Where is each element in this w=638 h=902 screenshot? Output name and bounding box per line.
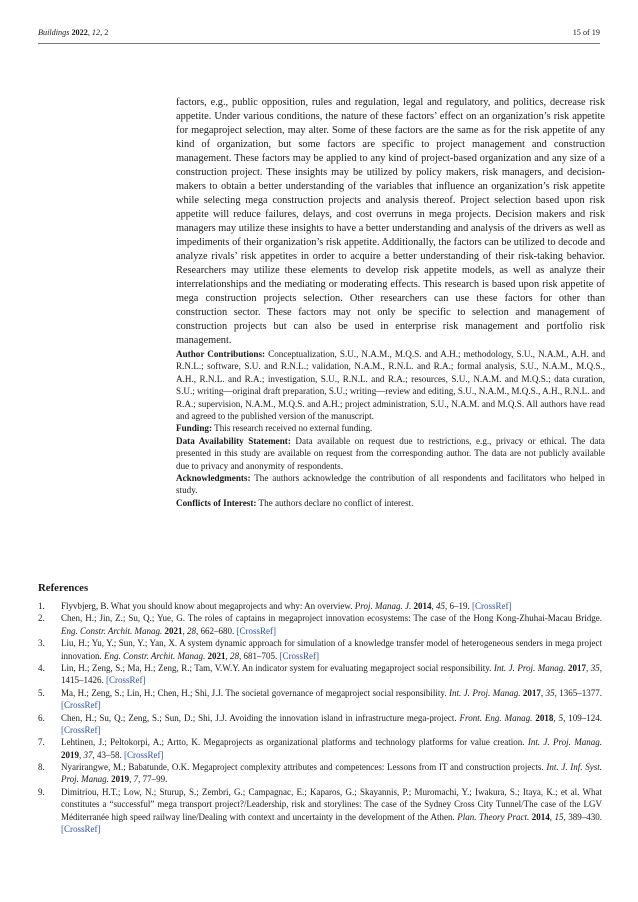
statement-text: Conceptualization, S.U., N.A.M., M.Q.S. and A.H.; methodology, S.U., N.A.M., A.H. and R.N.L.; software, S.U. and R.N.L.; validation, N.A.M., R.N.L. and R.A.; formal analysis, S.U., N.A.M., M.Q.S., A.H., R.N.L. and R.A.; investigation, S.U., R.N.L. and R.A.; resources, S.U., N.A.M. and M.Q.S.; data curation, S.U.; writing—original draft preparation, S.U.; writing—review and editing, S.U., N.A.M., M.Q.S., A.H., R.N.L. and R.A.; supervision, N.A.M., M.Q.S. and A.H.; project administration, S.U., N.A.M. and M.Q.S. All authors have read and agreed to the published version of the manuscript. [176, 349, 606, 422]
statement-label: Author Contributions: [176, 349, 266, 359]
reference-number: 3. [38, 638, 45, 649]
reference-volume: 45 [435, 601, 445, 611]
reference-volume: 35 [545, 687, 555, 698]
reference-authors-title: Chen, H.; Su, Q.; Zeng, S.; Sun, D.; Shi, J.J. Avoiding the innovation island in infrastructure mega-project. [61, 712, 460, 723]
page-header [38, 28, 600, 42]
reference-authors-title: Liu, H.; Yu, Y.; Sun, Y.; Yan, X. A system dynamic approach for simulation of a knowledge transfer model of heterogeneous senders in mega project innovation. [61, 638, 602, 661]
reference-volume: 28 [187, 625, 197, 636]
reference-item: 3. Liu, H.; Yu, Y.; Sun, Y.; Yan, X. A system dynamic approach for simulation of a knowledge transfer model of heterogeneous senders in mega project innovation. Eng. Constr. Archit. Manag. 2021, 28, 681–705. [CrossRef] [38, 638, 602, 661]
reference-journal: Int. J. Proj. Manag. [449, 687, 521, 698]
statement-0 [176, 348, 605, 422]
reference-volume: 7 [133, 774, 139, 785]
crossref-link[interactable]: [CrossRef] [124, 749, 164, 760]
reference-pages: , 1365–1377. [554, 687, 603, 698]
reference-pages: , 1415–1426. [61, 663, 603, 686]
reference-authors-title: Ma, H.; Zeng, S.; Lin, H.; Chen, H.; Shi, J.J. The societal governance of megaproject social responsibility. [61, 687, 449, 698]
reference-journal: Proj. Manag. J. [354, 601, 412, 611]
statement-3 [176, 472, 605, 497]
statement-text: The authors acknowledge the contribution of all respondents and facilitators who helped in study. [176, 473, 605, 496]
journal-name: Buildings [38, 28, 70, 37]
back-matter-statements [176, 348, 605, 509]
reference-journal: Plan. Theory Pract. [457, 811, 530, 822]
body-paragraph: factors, e.g., public opposition, rules and regulation, legal and regulatory, and politics, decrease risk appetite. Under various conditions, the nature of these factors’ effect on an organization’s risk appetite for megaproject selection, may alter. Some of these factors are the same as for the risk appetite of any kind of organization, but some factors are specific to project management and construction management. These factors may be applied to any kind of project-based organization and any size of a construction project. These insights may be utilized by policy makers, risk managers, and decision-makers to obtain a better understanding of the variables that influence an organization’s risk appetite while selecting mega construction projects and analysis thereof. Project selection based upon risk appetite will reduce failures, delays, and cost overruns in mega projects. Decision makers and risk managers may utilize these insights to have a better understanding and analysis of the drivers as well as impediments of their organization’s risk appetite. Additionally, the factors can be utilized to decode and analyze rivals’ risk appetites in order to acquire a better understanding of their risk-taking behavior. Researchers may utilize these elements to develop risk appetite models, as well as analyze their interrelationships and the mediating or moderating effects. This research is based upon risk appetite of mega construction projects selection. Other researchers can use these factors for other than construction sector. These factors may not only be specific to selection and management of construction projects but can also be used in enterprise risk management and portfolio risk management. [176, 97, 605, 346]
header-rule [38, 43, 600, 44]
reference-pages: , 662–680. [196, 625, 235, 636]
reference-number: 9. [38, 786, 45, 797]
journal-volume: 12 [91, 28, 101, 37]
reference-volume: 15 [554, 811, 564, 822]
reference-item: 6. Chen, H.; Su, Q.; Zeng, S.; Sun, D.; Shi, J.J. Avoiding the innovation island in infrastructure mega-project. Front. Eng. Manag. 2018, 5, 109–124. [CrossRef] [38, 712, 603, 735]
reference-number: 6. [38, 712, 45, 723]
reference-pages: , 681–705. [239, 650, 278, 661]
reference-year: 2014 [413, 601, 432, 611]
reference-journal: Eng. Constr. Archit. Manag. [104, 650, 206, 661]
reference-number: 7. [38, 737, 45, 748]
reference-volume: 35 [590, 663, 600, 674]
statement-label: Data Availability Statement: [176, 435, 291, 446]
statement-text: Data available on request due to restrictions, e.g., privacy or ethical. The data presented in this study are available on request from the corresponding author. The data are not publicly available due to privacy and anonymity of respondents. [176, 435, 605, 471]
crossref-link[interactable]: [CrossRef] [236, 625, 277, 636]
crossref-link[interactable]: [CrossRef] [61, 823, 101, 834]
reference-year: 2017 [522, 687, 541, 698]
page-number: 15 of 19 [572, 28, 600, 37]
statement-2 [176, 435, 605, 472]
crossref-link[interactable]: [CrossRef] [106, 675, 146, 686]
journal-year: 2022 [71, 28, 88, 37]
crossref-link[interactable]: [CrossRef] [471, 601, 512, 611]
references-heading: References [38, 582, 89, 594]
references-list [38, 600, 602, 835]
reference-pages: , 109–124. [563, 712, 603, 723]
reference-number: 1. [38, 601, 45, 611]
reference-journal: Int. J. Proj. Manag. [493, 663, 566, 674]
reference-item: 9. Dimitriou, H.T.; Low, N.; Sturup, S.; Zembri, G.; Campagnac, E.; Kaparos, G.; Skayannis, P.; Muromachi, Y.; Iwakura, S.; Itaya, K.; et al. What constitutes a “successful” mega transport project?/Leadership, risk and storylines: The case of the Sydney Cross City Tunnel/The case of the LGV Méditerranée high speed railway line/Dealing with context and uncertainty in the development of the Athen. Plan. Theory Pract. 2014, 15, 389–430. [CrossRef] [38, 786, 603, 834]
crossref-link[interactable]: [CrossRef] [279, 650, 320, 661]
statement-label: Conflicts of Interest: [176, 497, 257, 508]
reference-journal: Eng. Constr. Archit. Manag. [61, 625, 163, 636]
reference-journal: Int. J. Inf. Syst. Proj. Manag. [61, 762, 602, 785]
reference-authors-title: Nyarirangwe, M.; Babatunde, O.K. Megaproject complexity attributes and competences: Lessons from IT and construction projects. [61, 762, 547, 773]
statement-1 [176, 422, 605, 434]
reference-item: 2. Chen, H.; Jin, Z.; Su, Q.; Yue, G. The roles of captains in megaproject innovation ecosystems: The case of the Hong Kong-Zhuhai-Macau Bridge. Eng. Constr. Archit. Manag. 2021, 28, 662–680. [CrossRef] [38, 613, 602, 636]
statement-text: The authors declare no conflict of interest. [256, 497, 414, 508]
reference-authors-title: Lin, H.; Zeng, S.; Ma, H.; Zeng, R.; Tam, V.W.Y. An indicator system for evaluating megaproject social responsibility. [61, 663, 494, 674]
reference-year: 2021 [164, 625, 183, 636]
crossref-link[interactable]: [CrossRef] [61, 700, 101, 711]
reference-item: 8. Nyarirangwe, M.; Babatunde, O.K. Megaproject complexity attributes and competences: Lessons from IT and construction projects. Int. J. Inf. Syst. Proj. Manag. 2019, 7, 77–99. [38, 762, 602, 785]
reference-number: 5. [38, 687, 45, 698]
reference-number: 2. [38, 613, 45, 624]
main-content [176, 96, 605, 509]
reference-number: 8. [38, 762, 45, 773]
reference-item: 7. Lehtinen, J.; Peltokorpi, A.; Artto, K. Megaprojects as organizational platforms and technology platforms for value creation. Int. J. Proj. Manag. 2019, 37, 43–58. [CrossRef] [38, 737, 602, 760]
reference-year: 2014 [531, 811, 550, 822]
reference-journal: Front. Eng. Manag. [459, 712, 533, 723]
reference-number: 4. [38, 663, 45, 674]
reference-pages: , 389–430. [563, 811, 603, 822]
reference-pages: , 43–58. [92, 749, 122, 760]
reference-year: 2019 [61, 749, 79, 760]
reference-year: 2017 [568, 663, 587, 674]
statement-text: This research received no external funding. [212, 423, 373, 434]
reference-authors-title: Chen, H.; Jin, Z.; Su, Q.; Yue, G. The roles of captains in megaproject innovation ecosystems: The case of the Hong Kong-Zhuhai-Macau Bridge. [61, 613, 602, 624]
reference-authors-title: Flyvbjerg, B. What you should know about megaprojects and why: An overview. [61, 601, 355, 611]
statement-label: Acknowledgments: [176, 473, 251, 484]
reference-journal: Int. J. Proj. Manag. [527, 737, 602, 748]
reference-item: 5. Ma, H.; Zeng, S.; Lin, H.; Chen, H.; Shi, J.J. The societal governance of megaproject social responsibility. Int. J. Proj. Manag. 2017, 35, 1365–1377. [CrossRef] [38, 687, 603, 711]
reference-volume: 5 [558, 712, 564, 723]
reference-year: 2018 [535, 712, 554, 723]
crossref-link[interactable]: [CrossRef] [61, 724, 101, 735]
reference-volume: 37 [83, 749, 93, 760]
journal-citation: Buildings 2022, 12, 2 [38, 28, 109, 37]
reference-year: 2019 [111, 774, 130, 785]
reference-year: 2021 [207, 650, 226, 661]
reference-authors-title: Dimitriou, H.T.; Low, N.; Sturup, S.; Zembri, G.; Campagnac, E.; Kaparos, G.; Skayannis, P.; Muromachi, Y.; Iwakura, S.; Itaya, K.; et al. What constitutes a “successful” mega transport project?/Leadership, risk and storylines: The case of the Sydney Cross City Tunnel/The case of the LGV Méditerranée high speed railway line/Dealing with context and uncertainty in the development of the Athen. [61, 786, 602, 822]
reference-authors-title: Lehtinen, J.; Peltokorpi, A.; Artto, K. Megaprojects as organizational platforms and technology platforms for value creation. [61, 737, 528, 748]
statement-label: Funding: [176, 423, 213, 434]
reference-pages: , 77–99. [138, 774, 168, 785]
reference-item: 1. Flyvbjerg, B. What you should know about megaprojects and why: An overview. Proj. Manag. J. 2014, 45, 6–19. [CrossRef] [38, 601, 512, 611]
reference-volume: 28 [230, 650, 240, 661]
reference-item: 4. Lin, H.; Zeng, S.; Ma, H.; Zeng, R.; Tam, V.W.Y. An indicator system for evaluating megaproject social responsibility. Int. J. Proj. Manag. 2017, 35, 1415–1426. [CrossRef] [38, 663, 603, 686]
article-number: 2 [104, 28, 109, 37]
reference-pages: , 6–19. [444, 601, 470, 611]
statement-4 [176, 497, 605, 509]
